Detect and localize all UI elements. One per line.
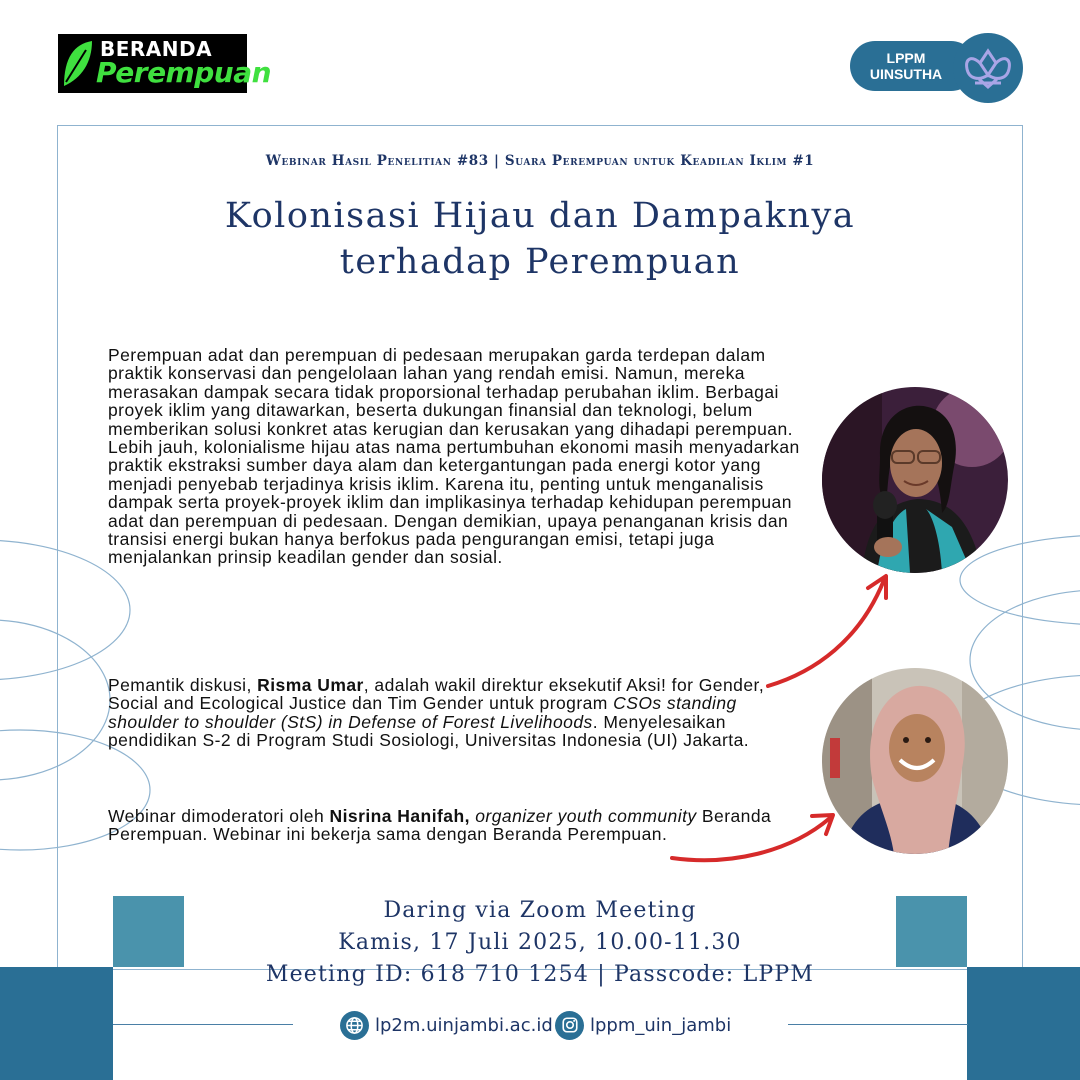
p2-text-a: Pemantik diskusi,	[108, 675, 258, 695]
p2-text-b: , adalah wakil direktur eksekutif Aksi! for Gender, Social and Ecological Justice dan Tim Gender untuk program	[108, 675, 765, 714]
decor-square-left	[113, 896, 184, 967]
event-platform: Daring via Zoom Meeting	[383, 898, 697, 923]
decor-square-right	[896, 896, 967, 967]
speaker-name: Risma Umar	[257, 675, 364, 695]
event-meeting-id: Meeting ID: 618 710 1254 | Passcode: LPPM	[265, 962, 815, 987]
globe-icon	[340, 1011, 369, 1040]
moderator-name: Nisrina Hanifah,	[329, 806, 470, 826]
instagram-link[interactable]	[555, 1010, 731, 1040]
p3-text-a: Webinar dimoderatori oleh	[108, 806, 330, 826]
lotus-emblem-icon	[953, 33, 1023, 103]
lppm-logo-line1: LPPM	[886, 50, 926, 66]
webinar-subtitle: Webinar Hasil Penelitian #83 | Suara Perempuan untuk Keadilan Iklim #1	[265, 153, 815, 169]
website-link[interactable]	[340, 1010, 553, 1040]
moderator-photo	[822, 668, 1008, 854]
page-title	[120, 193, 960, 285]
paragraph-intro: Perempuan adat dan perempuan di pedesaan merupakan garda terdepan dalam praktik konservasi dan pengelolaan lahan yang rendah emisi. Namun, mereka merasakan dampak secara tidak proporsional terhadap perubahan iklim. Berbagai proyek iklim yang ditawarkan, beserta dukungan finansial dan teknologi, belum memberikan solusi konkret atas kerugian dan kerusakan yang dihadapi perempuan. Lebih jauh, kolonialisme hijau atas nama pertumbuhan ekonomi masih menyadarkan praktik ekstraksi sumber daya alam dan ketergantungan pada energi kotor yang menjadi penyebab terjadinya krisis iklim. Karena itu, penting untuk menganalisis dampak serta proyek-proyek iklim dan implikasinya terhadap kehidupan perempuan adat dan perempuan di pedesaan. Dengan demikian, upaya penanganan krisis dan transisi energi bukan hanya berfokus pada pengurangan emisi, tetapi juga menjalankan prinsip keadilan gender dan sosial.	[108, 345, 800, 568]
logo-word-beranda: BERANDA	[100, 37, 213, 61]
divider-left	[113, 1024, 293, 1025]
moderator-role: organizer youth community	[475, 806, 697, 826]
program-name: CSOs standing shoulder to shoulder (StS) in Defense of Forest Livelihoods	[108, 693, 737, 732]
title-line-2: terhadap Perempuan	[339, 242, 741, 282]
leaf-icon	[60, 38, 96, 90]
website-text: lp2m.uinjambi.ac.id	[375, 1014, 553, 1036]
logo-word-perempuan: Perempuan	[96, 56, 272, 89]
event-datetime: Kamis, 17 Juli 2025, 10.00-11.30	[338, 930, 742, 955]
instagram-text: lppm_uin_jambi	[590, 1014, 732, 1036]
p2-text-c: . Menyelesaikan pendidikan S-2 di Program Studi Sosiologi, Universitas Indonesia (UI) Jakarta.	[108, 711, 750, 751]
decor-block-left	[0, 967, 113, 1080]
beranda-perempuan-logo	[58, 34, 272, 93]
instagram-icon	[555, 1011, 584, 1040]
lppm-logo-line2: UINSUTHA	[869, 66, 943, 82]
paragraph-speaker	[108, 676, 808, 750]
paragraph-moderator	[108, 807, 808, 844]
speaker-photo	[822, 387, 1008, 573]
p3-text-b: Beranda Perempuan. Webinar ini bekerja sama dengan Beranda Perempuan.	[108, 806, 772, 845]
divider-right	[788, 1024, 968, 1025]
title-line-1: Kolonisasi Hijau dan Dampaknya	[224, 196, 856, 236]
decor-block-right	[967, 967, 1080, 1080]
